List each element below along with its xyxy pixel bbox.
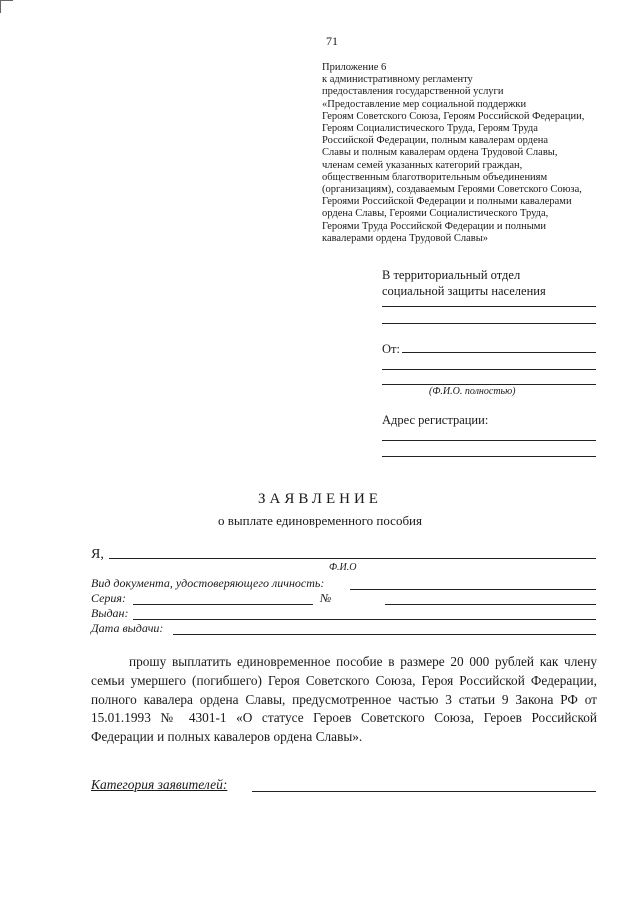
- appendix-line: к административному регламенту: [322, 74, 473, 86]
- addressee-block: [382, 267, 546, 299]
- appendix-line: членам семей указанных категорий граждан,: [322, 159, 523, 171]
- addressee-blank-line[interactable]: [382, 306, 596, 307]
- issue-date-line[interactable]: [173, 634, 596, 635]
- series-line[interactable]: [133, 604, 313, 605]
- from-label: От:: [382, 342, 400, 356]
- from-fio-line[interactable]: [382, 384, 596, 385]
- appendix-line: «Предоставление мер социальной поддержки: [322, 98, 527, 110]
- appendix-line: ордена Славы, Героями Социалистического Труда,: [322, 208, 549, 220]
- addressee-blank-line[interactable]: [382, 323, 596, 324]
- appendix-line: предоставления государственной услуги: [322, 86, 504, 98]
- appendix-line: Героями Российской Федерации и полными кавалерами: [322, 196, 572, 208]
- i-label: Я,: [91, 547, 104, 562]
- appendix-line: Славы и полным кавалерам ордена Трудовой Славы,: [322, 147, 558, 159]
- appendix-line: (организациям), создаваемым Героями Советского Союза,: [322, 184, 582, 196]
- appendix-line: Российской Федерации, полным кавалерам ордена: [322, 135, 549, 147]
- document-title: ЗАЯВЛЕНИЕ: [258, 491, 382, 507]
- addressee-line-1: В территориальный отдел: [382, 268, 521, 282]
- number-label: №: [320, 591, 332, 605]
- issued-by-line[interactable]: [133, 619, 596, 620]
- appendix-line: кавалерами ордена Трудовой Славы»: [322, 232, 488, 244]
- doc-type-label: Вид документа, удостоверяющего личность:: [91, 576, 325, 590]
- page-number: 71: [326, 34, 338, 48]
- address-line[interactable]: [382, 456, 596, 457]
- address-line[interactable]: [382, 440, 596, 441]
- issued-by-label: Выдан:: [91, 606, 129, 620]
- applicant-fio-line[interactable]: [109, 558, 596, 559]
- fio-caption: Ф.И.О: [329, 562, 357, 573]
- appendix-line: общественным благотворительным объединениям: [322, 171, 548, 183]
- number-line[interactable]: [385, 604, 596, 605]
- fio-hint-caption: (Ф.И.О. полностью): [429, 386, 516, 397]
- appendix-line: Героям Социалистического Труда, Героям Труда: [322, 123, 538, 135]
- appendix-line: Героям Советского Союза, Героям Российской Федерации,: [322, 110, 585, 122]
- appendix-line: Героями Труда Российской Федерации и полными: [322, 220, 547, 232]
- appendix-line: Приложение 6: [322, 62, 387, 73]
- address-label: Адрес регистрации:: [382, 413, 489, 427]
- appendix-header: [322, 62, 607, 245]
- series-label: Серия:: [91, 591, 126, 605]
- from-fio-line[interactable]: [382, 369, 596, 370]
- from-fio-line[interactable]: [402, 352, 596, 353]
- doc-type-line[interactable]: [350, 589, 596, 590]
- category-label: Категория заявителей:: [91, 777, 228, 792]
- category-line[interactable]: [252, 791, 596, 792]
- issue-date-label: Дата выдачи:: [91, 621, 164, 635]
- document-subtitle: о выплате единовременного пособия: [217, 513, 422, 528]
- addressee-line-2: социальной защиты населения: [382, 284, 546, 298]
- page-corner-mark: [0, 0, 13, 13]
- application-body-text: прошу выплатить единовременное пособие в размере 20 000 рублей как члену семьи умершего (погибшего) Героя Советского Союза, Героя Российской Федерации, полного кавалера ордена Славы, предусмотренное частью 3 статьи 9 Закона РФ от 15.01.1993 № 4301-1 «О статусе Героев Советского Союза, Героев Российской Федерации и полных кавалеров ордена Славы».: [91, 654, 597, 745]
